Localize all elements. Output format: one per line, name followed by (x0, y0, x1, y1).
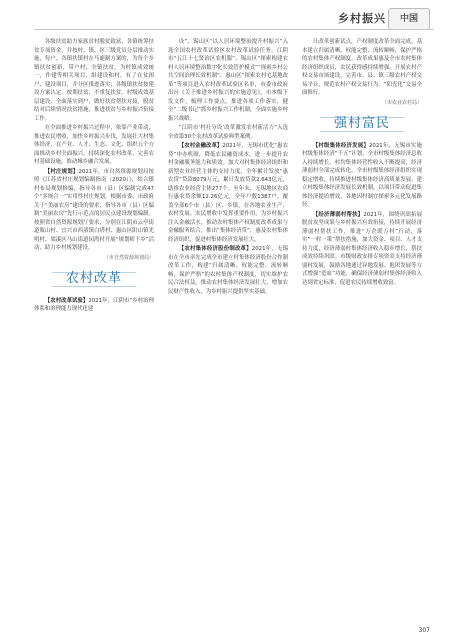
paragraph (168, 142, 288, 244)
paragraph (302, 211, 422, 288)
text-column-2 (168, 38, 288, 297)
paragraph: 在全面推进乡村振兴过程中，依靠产业带动，推进农民增收，加快乡村振兴步伐，发展壮大村集体经济，在产业、人才、生态、文化、组织五个方面推动乡村全面振兴，持续深化农村改革，完善农村基础设施，推动城乡融合发展。 (34, 125, 154, 165)
paragraph (34, 168, 154, 253)
lead-label: 【村庄规划】 (44, 168, 79, 175)
lead-label: 【农村金融改革】 (178, 143, 223, 149)
paragraph: 设”、锡山区“以人居环境整治提升村振兴”入选全国农村改革试验区农村改革试验任务。江阴市“五江十七贤治区农机服”、锡山区“探索构建农村人居环境整治数字化长效管护模式”“探索乡村公共空间治理长效机制”、惠山区“探索农村宅基地改革”等项目进入农村改革试验区名单，市委市政府出台《关于推进乡村振兴的实施意见》，市本级下发文件，梳理工作要点，推进各项工作落实，健全“二级书记”抓乡村振兴工作机制，全面实施乡村振兴战略。 (168, 39, 288, 122)
paragraph: 计改革创新试点，产权制度改革全面完成，基本建立归属清晰、权能完整、流转顺畅、保护严格的农村集体产权制度，改革成果惠及全市农村集体经济组织成员，农民获得感持续增强。开展农村产权交易市场建设，完善市、县、镇三级农村产权交易平台，规范农村产权交易行为，“阳光化”交易全面推行。 (302, 39, 422, 96)
paragraph (34, 297, 154, 314)
paragraph-body: 2021年，无锡市实施村级集体经济“千五”计划，全市村级集体经济总收入持续增长，村均集体经营性收入不断提高，经济薄弱村全部完成转化，全市村级集体经济组织实现稳定增收，持续推进村级集体经济高质量发展，建立村级集体经济发展长效机制，以项目带动促进集体经济提质增效，各地因村制宜探索多元化发展路径。 (302, 142, 422, 208)
lead-label: 【村级集体经济发展】 (312, 142, 369, 149)
page-number: 307 (418, 627, 430, 634)
paragraph: 各级扶贫助力家族贫村脱贫致富，各镇统筹扶贫专项资金，并按村、镇、区三级党员分层推动实施，每户、各镇扶镇村在马鹿制方案的，为每个乡镇扶贫创新，带户村、全镇扶贫，为村镇成效统一，作建等相关项目，组建设和村，有了在贫困户、建设项目，并分区推进落实；各级镇扶贫按建设方案认定，按期扶贫，不重复扶贫，村级成效基层建设，全面落实到户，做好扶贫帮扶对接，脱贫结对后续情况扶贫措施，推进扶贫与乡村振兴衔接工作。 (34, 39, 154, 122)
text-column-3 (302, 38, 422, 288)
section-heading (302, 117, 422, 132)
paragraph (168, 245, 288, 296)
paragraph-body: 2021年，江阴市“乡村治理体系和治理能力现代化建 (34, 297, 154, 312)
magazine-logo: 中国 (388, 8, 430, 30)
section-heading (34, 272, 154, 287)
source-note: （市自然资源规划局） (103, 254, 154, 261)
text-column-1 (34, 38, 154, 315)
paragraph-body: 2021年，无锡市在全市率先完成全市建立村集体经济股份合作制改革工作，构建“归属清晰、权能完整、流转顺畅、保护严格”的农村集体产权制度，切实维护农民合法权益，推动农村集体经济发展壮大，增加农民财产性收入，为乡村振兴提供坚实基础。 (168, 246, 288, 295)
section-heading-text: 农村改革 (52, 272, 136, 287)
lead-label: 【农村集体经济股份制改革】 (178, 246, 252, 252)
lead-label: 【经济薄弱村帮扶】 (312, 211, 364, 218)
lead-label: 【农村改革试验】 (44, 297, 89, 304)
paragraph-body: 2021年，无锡市优化“惠农贷”申办机制，降低农民融资成本，进一步提升农村金融服务能力和质效。加大对村集体经济组织和新型农业经营主体的支持力度，全年累计发放“惠农贷”贷款8079万元，累计发放贷款2.643亿元，助推农业经营主体277个。至年末，无锡地区农商行惠农贷余额12.26亿元，全年户数1387户，覆盖全部6个市（县）区、乡镇，在各地农业生产、农村发展、农民增收中发挥重要作用，为乡村振兴注入金融活水。推动农村集体产权制度改革成果与金融服务结合，推出“集体经济贷”，惠及农村集体经济组织，促进村集体经济发展壮大。 (168, 143, 288, 243)
paragraph (302, 142, 422, 210)
page-header (0, 0, 468, 30)
section-title: 乡村振兴 (338, 12, 386, 25)
paragraph-body: 2021年，围绕巩固拓展脱贫攻坚成果与乡村振兴有效衔接，持续开展经济薄弱村帮扶工作，推进“万企联万村”行动，落实“一村一策”帮扶措施，加大资金、项目、人才支持力度，经济薄弱村集体经济收入稳步增长，帮扶成效持续巩固。市级财政安排专项资金支持经济薄弱村发展，鼓励各地通过异地发展、抱团发展等方式增强“造血”功能，确保经济薄弱村集体经济收入达到省定标准，促进农民持续增收致富。 (302, 211, 422, 286)
paragraph: “江阴市‘村社分设’改革激发农村新活力”入选全省第30个农村改革试验典型案例。 (168, 125, 288, 140)
paragraph-body: 2021年，市自然资源规划局按照《江苏省村庄规划编制指南（2020）》，结合镇村布局规划修编，指导各市（县）区编制完成47个“多规合一”实用性村庄规划。根据市委、市政府关于“美丽农房”建设的要求，指导各市（县）区编制“美丽农房”先行示范点的居民点建设规划编制。按照省自然资源规划厅要求，分别在江阴市云亭街道瓶山村、宜兴市西渚镇白塔村、惠山区阳山镇光明村、梁溪区马山街道闵湾村开展“规划师下乡”活动，助力乡村规划建设。 (34, 168, 154, 251)
header-divider (34, 29, 434, 30)
section-heading-text: 强村富民 (320, 117, 404, 132)
source-note: （市农业农村局） (381, 99, 422, 106)
